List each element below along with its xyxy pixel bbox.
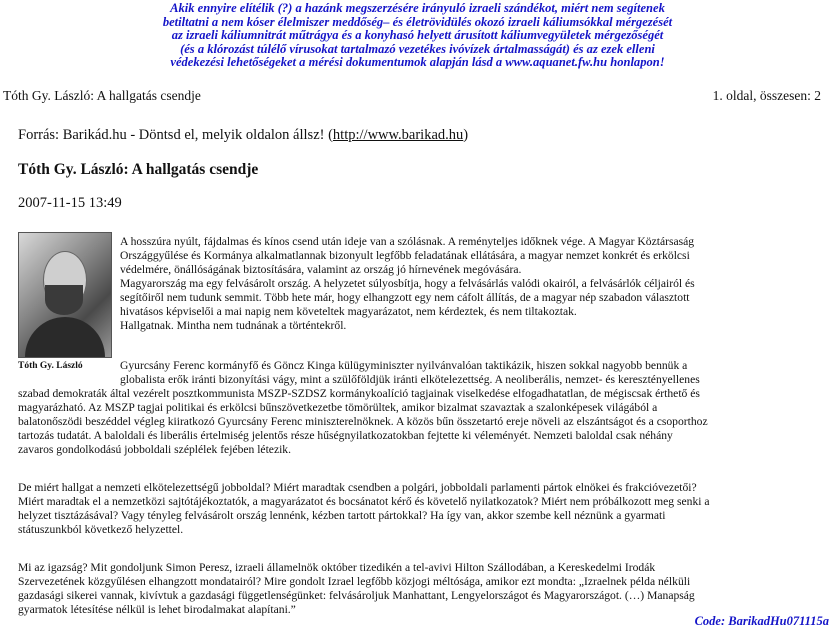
- article-line: magyarázható. Az MSZP tagjai politikai és erkölcsi bűnszövetkezetbe tömörültek, amikor bizalmat szavaztak a szalonképesek világából a: [18, 401, 658, 414]
- article-line: segítőiről nem tudunk semmit. Több hete már, hogy elhangzott egy nem cáfolt állítás, de a magyar nép szabadon választott: [120, 291, 690, 304]
- article-line: balatonőszödi beszéddel végleg kiiratkozó Gyurcsány Ferenc miniszterelnöknek. A közös bűn összetartó ereje növeli az elszántságot és a csoporthoz: [18, 415, 708, 428]
- banner-line: (és a klórozást túlélő vírusokat tartalmazó vezetékes ivóvízek ártalmasságát) és az ezek elleni: [180, 41, 655, 56]
- article-date: 2007-11-15 13:49: [18, 195, 122, 211]
- banner-line: az izraeli káliumnitrát műtrágya és a konyhasó helyett árusított káliumvegyületek mérgezőségét: [171, 28, 664, 43]
- article-line: Hallgatnak. Mintha nem tudnának a történtekről.: [120, 319, 347, 332]
- photo-silhouette-body: [25, 317, 105, 357]
- article-line: Miért maradtak el a nemzetközi sajtótájékoztatók, a magyarázatot és bocsánatot kérő és követelő nyilatkozatok? Miért nem próbálkozott meg senki a: [18, 495, 710, 508]
- article-line: Mi az igazság? Mit gondoljunk Simon Peresz, izraeli államelnök október tizedikén a tel-avivi Hilton Szállodában, a Kereskedelmi Irodák: [18, 561, 656, 574]
- article-line: gyarmatok létesítése nélkül is lehet birodalmakat alapítani.”: [18, 603, 296, 616]
- article-line: globalista erők iránti bizonyítási vágy, mint a szülőföldjük iránti elkötelezettség. A neoliberális, nemzet- és keresztényellenes: [120, 373, 700, 386]
- article-line: A hosszúra nyúlt, fájdalmas és kínos csend után ideje van a szólásnak. A reményteljes időknek vége. A Magyar Köztársaság: [120, 235, 695, 248]
- photo-silhouette-beard: [45, 285, 83, 315]
- article-line: Magyarország ma egy felvásárolt ország. A helyzetet súlyosbítja, hogy a felvásárlás valódi okairól, a felvásárlók céljairól és: [120, 277, 695, 290]
- article-line: De miért hallgat a nemzeti elkötelezettségű jobboldal? Miért maradtak csendben a polgári, jobboldali parlamenti pártok elnökei és frakcióvezetői?: [18, 481, 697, 494]
- author-photo: [18, 232, 112, 358]
- source-suffix: ): [463, 127, 469, 143]
- article-line: Országgyűlése és Kormánya alkalmatlannak bizonyult legfőbb feladatának ellátására, a magyar nemzet konkrét és erkölcsi: [120, 249, 690, 262]
- article-line: védelmére, önállóságának biztosítására, valamint az ország jó hírnevének megóvására.: [120, 263, 522, 276]
- source-prefix: Forrás: Barikád.hu - Döntsd el, melyik oldalon állsz! (: [18, 127, 333, 143]
- article-line: gazdasági sikerei vannak, kivívtuk a gazdasági függetlenségünket: felvásároljuk Manhattant, Lengyelországot és Magyarországot. (…) Manapság: [18, 589, 695, 602]
- article-line: Szervezetének közgyűlésen elhangzott mondatairól? Mire gondolt Izrael legfőbb közjogi méltósága, amikor ezt mondta: „Izraelnek példa nélküli: [18, 575, 691, 588]
- article-line: helyzet tisztázásával? Vagy tényleg felvásárolt ország lennénk, kézben tartott pártokkal? Ha így van, akkor szembe kell néznünk a gyarmati: [18, 509, 666, 522]
- article-line: zavaros gondolkodású jobboldali széplélek fejében létezik.: [18, 443, 292, 456]
- photo-caption: Tóth Gy. László: [18, 361, 83, 371]
- article-line: státuszunkból következő helyzettel.: [18, 523, 184, 536]
- print-header-title: Tóth Gy. László: A hallgatás csendje: [3, 88, 201, 103]
- banner-line: betiltatni a nem kóser élelmiszer meddőség– és életrövidülés okozó izraeli káliumsókkal mérgezését: [162, 14, 673, 29]
- article-title: Tóth Gy. László: A hallgatás csendje: [18, 161, 259, 178]
- footer-code: Code: BarikadHu071115a: [694, 614, 829, 628]
- article-line: Gyurcsány Ferenc kormányfő és Göncz Kinga külügyminiszter nyilvánvalóan taktikázik, hiszen sokkal nagyobb bennük a: [120, 359, 688, 372]
- warning-banner: [0, 2, 835, 70]
- print-header-page: 1. oldal, összesen: 2: [712, 88, 821, 103]
- source-link[interactable]: http://www.barikad.hu: [332, 127, 464, 143]
- article-line: szabad demokraták által vezérelt posztkommunista MSZP-SZDSZ kormánykoalíció tagjainak viselkedése elfogadhatatlan, de mégiscsak érthető és: [18, 387, 700, 400]
- source-line: [18, 127, 468, 144]
- banner-line: Akik ennyire elítélik (?) a hazánk megszerzésére irányuló izraeli szándékot, miért nem segítenek: [170, 1, 665, 15]
- article-line: hivatásos képviselői a mai napig nem követeltek magyarázatot, nem kérdeztek, és nem tiltakoztak.: [120, 305, 577, 318]
- article-line: tartozás tudatát. A baloldali és liberális értelmiség jelentős része hűségnyilatkozatokban fejtette ki véleményét. Nemzeti baloldal csak néhány: [18, 429, 673, 442]
- banner-line: védekezési lehetőségeket a mérési dokumentumok alapján lásd a www.aquanet.fw.hu honlapon!: [170, 55, 665, 70]
